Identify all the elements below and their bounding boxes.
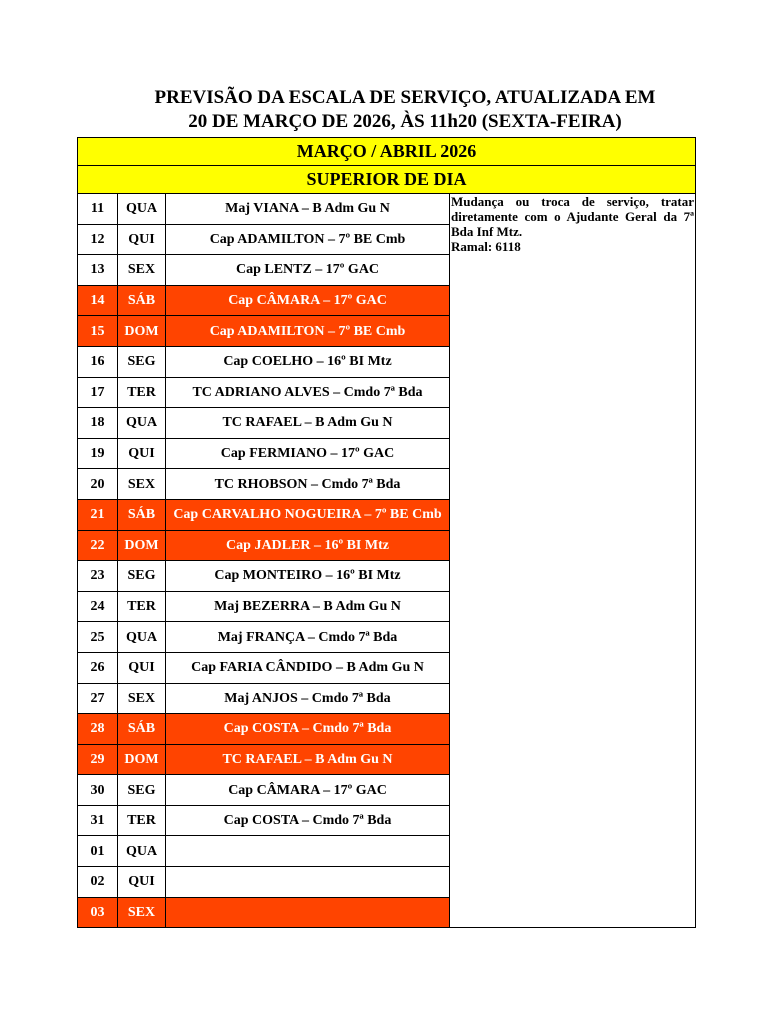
- day-number: 22: [78, 530, 118, 561]
- day-number: 28: [78, 714, 118, 745]
- day-number: 12: [78, 224, 118, 255]
- officer-name-text: Cap CÂMARA – 17º GAC: [228, 782, 387, 798]
- weekday: SEX: [118, 897, 166, 928]
- officer-name: [166, 897, 450, 928]
- weekday: QUI: [118, 652, 166, 683]
- weekday: SEX: [118, 255, 166, 286]
- weekday: DOM: [118, 744, 166, 775]
- day-number: 24: [78, 591, 118, 622]
- officer-name: [166, 775, 450, 806]
- day-number: 21: [78, 499, 118, 530]
- officer-name-text: Cap ADAMILTON – 7º BE Cmb: [209, 231, 406, 247]
- weekday: SÁB: [118, 499, 166, 530]
- officer-name-text: Cap FERMIANO – 17º GAC: [220, 446, 395, 462]
- officer-name: [166, 469, 450, 500]
- day-number: 13: [78, 255, 118, 286]
- notes-cell: [450, 194, 696, 928]
- role-header: SUPERIOR DE DIA: [78, 166, 696, 194]
- day-number: 29: [78, 744, 118, 775]
- day-number: 11: [78, 194, 118, 225]
- officer-name: [166, 836, 450, 867]
- day-number: 01: [78, 836, 118, 867]
- officer-name: [166, 255, 450, 286]
- note-text: Mudança ou troca de serviço, tratar diretamente com o Ajudante Geral da 7ª Bda Inf Mtz.: [451, 194, 695, 239]
- day-number: 16: [78, 346, 118, 377]
- officer-name: [166, 714, 450, 745]
- officer-name: [166, 622, 450, 653]
- officer-name-text: Cap MONTEIRO – 16º BI Mtz: [214, 568, 401, 584]
- weekday: SEX: [118, 469, 166, 500]
- officer-name-text: Maj FRANÇA – Cmdo 7ª Bda: [217, 629, 398, 645]
- officer-name-text: TC RAFAEL – B Adm Gu N: [222, 415, 393, 431]
- schedule-table: [77, 137, 696, 928]
- day-number: 25: [78, 622, 118, 653]
- officer-name-text: Maj BEZERRA – B Adm Gu N: [214, 599, 401, 615]
- weekday: TER: [118, 805, 166, 836]
- weekday: SEG: [118, 561, 166, 592]
- weekday: QUA: [118, 836, 166, 867]
- day-number: 18: [78, 408, 118, 439]
- officer-name: [166, 285, 450, 316]
- day-number: 20: [78, 469, 118, 500]
- officer-name: [166, 346, 450, 377]
- officer-name: [166, 652, 450, 683]
- weekday: SEX: [118, 683, 166, 714]
- officer-name-text: Cap CARVALHO NOGUEIRA – 7º BE Cmb: [173, 507, 442, 523]
- officer-name-text: Cap LENTZ – 17º GAC: [235, 262, 380, 278]
- weekday: SÁB: [118, 285, 166, 316]
- document-title: [100, 86, 710, 134]
- weekday: SÁB: [118, 714, 166, 745]
- officer-name-text: Cap COSTA – Cmdo 7ª Bda: [223, 721, 392, 737]
- officer-name-text: Cap JADLER – 16º BI Mtz: [226, 537, 389, 553]
- weekday: SEG: [118, 775, 166, 806]
- officer-name: [166, 591, 450, 622]
- weekday: SEG: [118, 346, 166, 377]
- officer-name-text: TC RHOBSON – Cmdo 7ª Bda: [214, 476, 401, 492]
- day-number: 31: [78, 805, 118, 836]
- weekday: QUI: [118, 224, 166, 255]
- day-number: 03: [78, 897, 118, 928]
- title-line-1: PREVISÃO DA ESCALA DE SERVIÇO, ATUALIZADA EM: [154, 87, 656, 108]
- officer-name-text: Maj ANJOS – Cmdo 7ª Bda: [224, 690, 391, 706]
- officer-name: [166, 438, 450, 469]
- title-line-2: 20 DE MARÇO DE 2026, ÀS 11h20 (SEXTA-FEIRA): [188, 111, 622, 132]
- officer-name: [166, 499, 450, 530]
- officer-name: [166, 561, 450, 592]
- weekday: QUA: [118, 194, 166, 225]
- schedule-row: [78, 194, 696, 225]
- officer-name-text: TC ADRIANO ALVES – Cmdo 7ª Bda: [192, 384, 423, 400]
- officer-name-text: Cap COSTA – Cmdo 7ª Bda: [223, 813, 392, 829]
- officer-name: [166, 683, 450, 714]
- officer-name: [166, 530, 450, 561]
- officer-name: [166, 316, 450, 347]
- period-header: MARÇO / ABRIL 2026: [78, 138, 696, 166]
- officer-name: [166, 744, 450, 775]
- day-number: 27: [78, 683, 118, 714]
- officer-name: [166, 805, 450, 836]
- officer-name: [166, 408, 450, 439]
- day-number: 14: [78, 285, 118, 316]
- day-number: 17: [78, 377, 118, 408]
- day-number: 02: [78, 867, 118, 898]
- officer-name: [166, 377, 450, 408]
- day-number: 26: [78, 652, 118, 683]
- weekday: QUA: [118, 622, 166, 653]
- day-number: 30: [78, 775, 118, 806]
- weekday: TER: [118, 377, 166, 408]
- weekday: QUA: [118, 408, 166, 439]
- officer-name-text: Cap ADAMILTON – 7º BE Cmb: [209, 323, 406, 339]
- note-ramal: Ramal: 6118: [451, 239, 521, 254]
- weekday: TER: [118, 591, 166, 622]
- officer-name-text: Cap FARIA CÂNDIDO – B Adm Gu N: [191, 660, 424, 676]
- weekday: QUI: [118, 438, 166, 469]
- officer-name: [166, 224, 450, 255]
- officer-name: [166, 194, 450, 225]
- officer-name-text: Cap COELHO – 16º BI Mtz: [223, 354, 392, 370]
- day-number: 23: [78, 561, 118, 592]
- officer-name-text: Cap CÂMARA – 17º GAC: [228, 293, 387, 309]
- officer-name-text: Maj VIANA – B Adm Gu N: [225, 201, 390, 217]
- weekday: DOM: [118, 530, 166, 561]
- day-number: 15: [78, 316, 118, 347]
- weekday: QUI: [118, 867, 166, 898]
- weekday: DOM: [118, 316, 166, 347]
- officer-name-text: TC RAFAEL – B Adm Gu N: [222, 751, 393, 767]
- day-number: 19: [78, 438, 118, 469]
- officer-name: [166, 867, 450, 898]
